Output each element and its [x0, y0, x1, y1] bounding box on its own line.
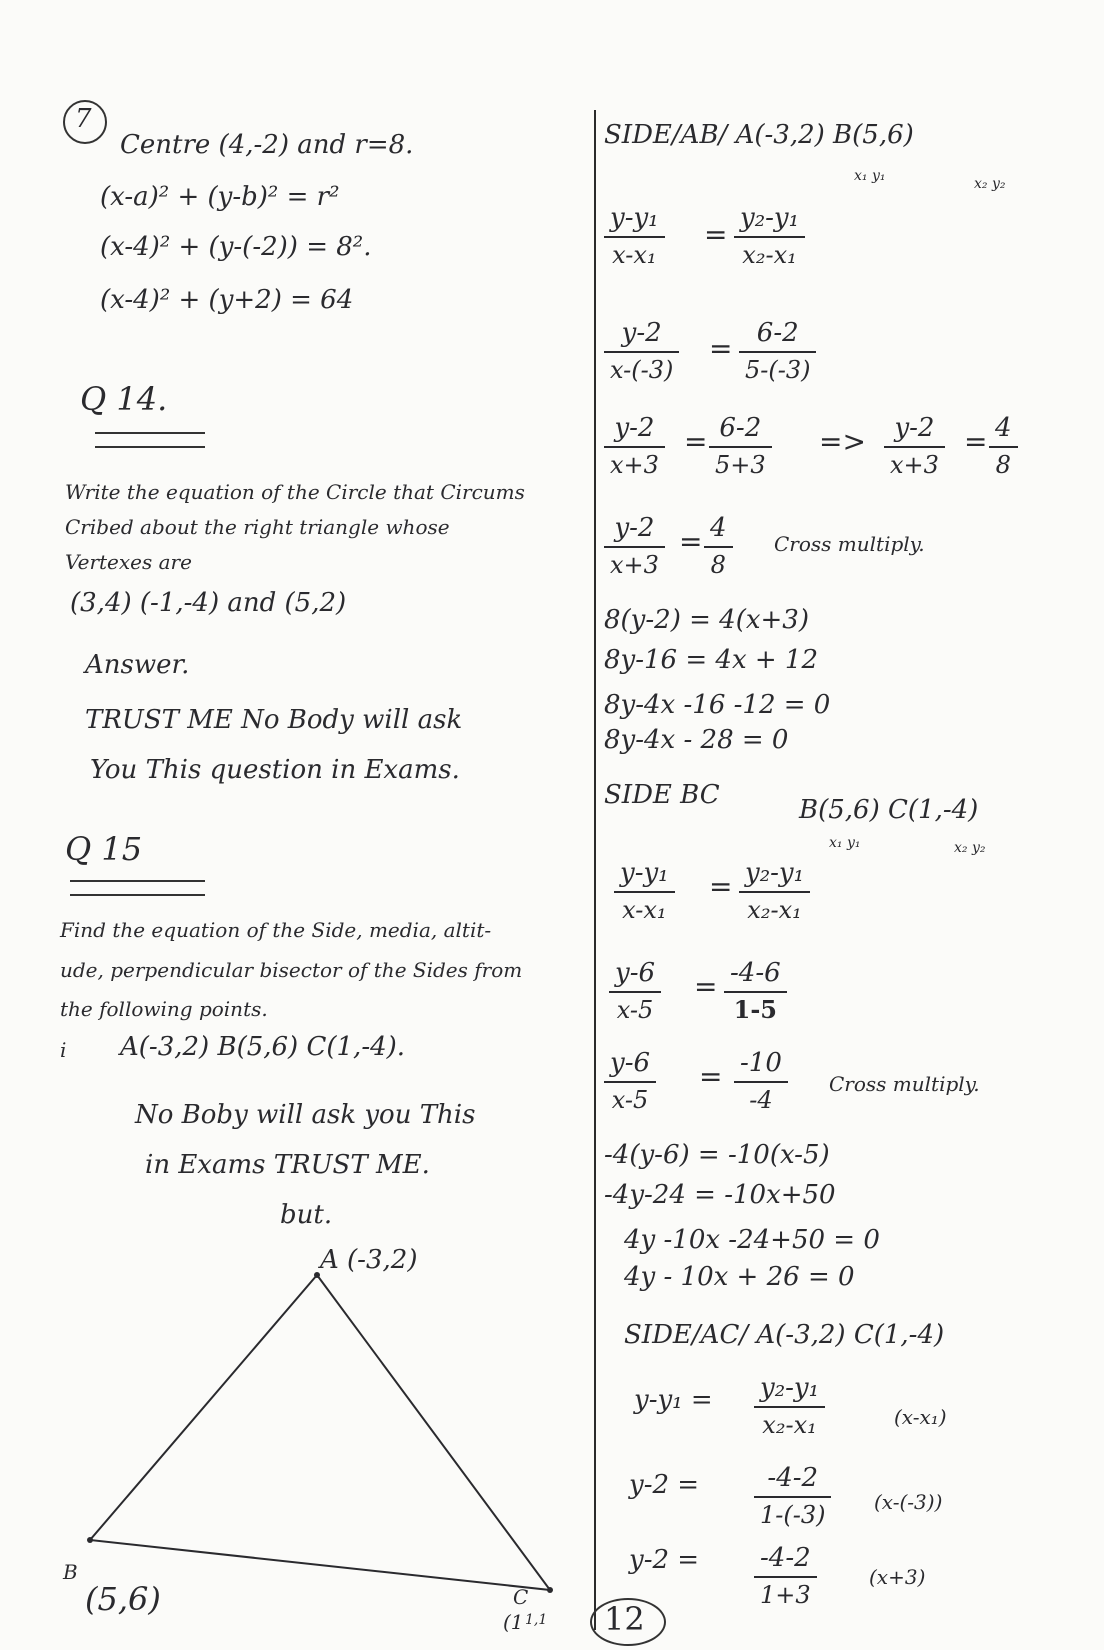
ac-l2-left: y-2 =	[629, 1470, 700, 1500]
ab-frac3b-left: $\frac{y-2}{x+3}$	[884, 410, 945, 482]
q15-text-3: the following points.	[60, 997, 268, 1021]
ac-l1-left: y-y₁ =	[634, 1385, 713, 1415]
q15-label: Q 15	[65, 830, 143, 868]
triangle-label-c: C	[513, 1585, 529, 1609]
page-number: 12	[604, 1600, 645, 1638]
triangle-label-b: B	[63, 1560, 78, 1584]
side-bc-title: SIDE BC	[604, 780, 720, 810]
ab-frac3-right: $\frac{6-2}{5+3}$	[709, 410, 772, 482]
side-ab-sub2: x₂ y₂	[974, 176, 1006, 192]
ab-frac1-left: $\frac{\text{y-y₁}}{\text{x-x₁}}$	[604, 200, 665, 272]
question-marker: 7	[75, 104, 92, 134]
bc-line2: -4y-24 = -10x+50	[604, 1180, 836, 1210]
q15-underline-2	[70, 894, 205, 896]
side-bc-points: B(5,6) C(1,-4)	[799, 795, 979, 825]
nobody-text-3: but.	[280, 1200, 333, 1230]
q14-text-4: (3,4) (-1,-4) and (5,2)	[70, 588, 347, 618]
q14-label: Q 14.	[80, 380, 168, 418]
vertex-c	[547, 1587, 553, 1593]
centre-line: Centre (4,-2) and r=8.	[120, 130, 414, 160]
triangle-label-b-coords: (5,6)	[85, 1580, 161, 1618]
nobody-text-2: in Exams TRUST ME.	[145, 1150, 430, 1180]
bc-frac3-left: $\frac{y-6}{x-5}$	[604, 1045, 656, 1117]
ab-line2: 8y-16 = 4x + 12	[604, 645, 819, 675]
ab-frac2-right: $\frac{6-2}{5-(-3)}$	[739, 315, 816, 387]
column-divider	[594, 110, 596, 1630]
q14-text-3: Vertexes are	[65, 550, 192, 574]
bc-frac2-left: $\frac{y-6}{x-5}$	[609, 955, 661, 1027]
ac-l3-frac: $\frac{-4-2}{1+3}$	[754, 1540, 817, 1612]
nobody-text-1: No Boby will ask you This	[135, 1100, 476, 1130]
notebook-page: 7 Centre (4,-2) and r=8. (x-a)² + (y-b)² = r² (x-4)² + (y-(-2)) = 8². (x-4)² + (y+2) = 64 Q 14. Write the equation of the Circle that Circums Cribed about the right triangle whose Vertexes are (3,4) (-1,-4) and (5,2) Answer. TRUST ME No Body will ask You This question in Exams. Q 15 Find the equation of the Side, media, altit- ude, perpendicular bisector of the Sides from the following points. i A(-3,2) B(5,6) C(1,-4). No Boby will ask you This in Exams TRUST ME. but. A (-3,2) B (5,6) C (1 1,1 SIDE/AB/ A(-3,2) B(5,6) x₁ y₁ x₂ y₂ $\frac{\text{y-y₁}}{\text{x-x₁}}$ = $\frac{\text{y₂-y₁}}{\text{x₂-x₁}}$ $\frac{y-2}{x-(-3)}$ = $\frac{6-2}{5-(-3)}$ $\frac{y-2}{x+3}$ = $\frac{6-2}{5+3}$ => $\frac{y-2}{x+3}$ = $\frac{4}{8}$ $\frac{y-2}{x+3}$ = $\frac{4}{8}$ Cross multiply. 8(y-2) = 4(x+3) 8y-16 = 4x + 12 8y-4x -16 -12 = 0 8y-4x - 28 = 0 SIDE BC B(5,6) C(1,-4) x₁ y₁ x₂ y₂ $\frac{\text{y-y₁}}{\text{x-x₁}}$ = $\frac{\text{y₂-y₁}}{\text{x₂-x₁}}$ $\frac{y-6}{x-5}$ = $\frac{-4-6}{1-5}$ $\frac{y-6}{x-5}$ = $\frac{-10}{-4}$ Cross multiply. -4(y-6) = -10(x-5) -4y-24 = -10x+50 4y -10x -24+50 = 0 4y - 10x + 26 = 0 SIDE/AC/ A(-3,2) C(1,-4) y-y₁ = $\frac{\text{y₂-y₁}}{\text{x₂-x₁}}$ (x-x₁) y-2 = $\frac{-4-2}{1-(-3)}$ (x-(-3)) y-2 = $\frac{-4-2}{1+3}$ (x+3) 12	[0, 0, 1104, 1650]
triangle-label-c-coords: (1	[503, 1610, 524, 1634]
ab-line3: 8y-4x -16 -12 = 0	[604, 690, 831, 720]
ab-line4: 8y-4x - 28 = 0	[604, 725, 789, 755]
triangle-label-a: A (-3,2)	[320, 1245, 418, 1275]
ac-l1-tail: (x-x₁)	[894, 1405, 947, 1429]
ac-l3-left: y-2 =	[629, 1545, 700, 1575]
ab-frac3b-right: $\frac{4}{8}$	[989, 410, 1018, 482]
q15-text-4: A(-3,2) B(5,6) C(1,-4).	[120, 1032, 406, 1062]
bc-frac1-right: $\frac{\text{y₂-y₁}}{\text{x₂-x₁}}$	[739, 855, 810, 927]
side-bc-sub1: x₁ y₁	[829, 835, 861, 851]
triangle-label-c-extra: 1,1	[525, 1612, 548, 1628]
q15-text-1: Find the equation of the Side, media, altit-	[60, 918, 492, 942]
bc-frac3-right: $\frac{-10}{-4}$	[734, 1045, 788, 1117]
bc-line1: -4(y-6) = -10(x-5)	[604, 1140, 830, 1170]
q14-text-1: Write the equation of the Circle that Circums	[65, 480, 525, 504]
bc-cross-note: Cross multiply.	[829, 1072, 980, 1096]
ab-arrow: =>	[819, 425, 866, 458]
ab-cross-note: Cross multiply.	[774, 532, 925, 556]
side-ab-sub1: x₁ y₁	[854, 168, 886, 184]
vertex-b	[87, 1537, 93, 1543]
equation-3: (x-4)² + (y+2) = 64	[100, 285, 354, 315]
side-ab-title: SIDE/AB/ A(-3,2) B(5,6)	[604, 120, 914, 150]
ab-frac4-right: $\frac{4}{8}$	[704, 510, 733, 582]
q15-text-2: ude, perpendicular bisector of the Sides from	[60, 958, 523, 982]
equation-2: (x-4)² + (y-(-2)) = 8².	[100, 232, 372, 262]
triangle-diagram	[60, 1230, 560, 1600]
q15-item: i	[60, 1038, 67, 1062]
answer-text-2: You This question in Exams.	[90, 755, 460, 785]
bc-line3: 4y -10x -24+50 = 0	[624, 1225, 880, 1255]
triangle-abc	[90, 1275, 550, 1590]
ab-frac3-left: $\frac{y-2}{x+3}$	[604, 410, 665, 482]
ac-l1-frac: $\frac{\text{y₂-y₁}}{\text{x₂-x₁}}$	[754, 1370, 825, 1442]
bc-line4: 4y - 10x + 26 = 0	[624, 1262, 855, 1292]
q15-underline	[70, 880, 205, 882]
ac-l2-tail: (x-(-3))	[874, 1490, 943, 1514]
ab-line1: 8(y-2) = 4(x+3)	[604, 605, 809, 635]
answer-label: Answer.	[85, 650, 190, 680]
ab-frac2-left: $\frac{y-2}{x-(-3)}$	[604, 315, 679, 387]
ac-l3-tail: (x+3)	[869, 1565, 926, 1589]
ac-l2-frac: $\frac{-4-2}{1-(-3)}$	[754, 1460, 831, 1532]
bc-frac2-right: $\frac{-4-6}{1-5}$	[724, 955, 787, 1027]
q14-underline	[95, 432, 205, 434]
bc-frac1-left: $\frac{\text{y-y₁}}{\text{x-x₁}}$	[614, 855, 675, 927]
q14-underline-2	[95, 446, 205, 448]
vertex-a	[314, 1272, 320, 1278]
equation-1: (x-a)² + (y-b)² = r²	[100, 182, 340, 212]
side-ac-title: SIDE/AC/ A(-3,2) C(1,-4)	[624, 1320, 945, 1350]
side-bc-sub2: x₂ y₂	[954, 840, 986, 856]
ab-frac4-left: $\frac{y-2}{x+3}$	[604, 510, 665, 582]
ab-frac1-right: $\frac{\text{y₂-y₁}}{\text{x₂-x₁}}$	[734, 200, 805, 272]
answer-text-1: TRUST ME No Body will ask	[85, 705, 463, 735]
q14-text-2: Cribed about the right triangle whose	[65, 515, 450, 539]
